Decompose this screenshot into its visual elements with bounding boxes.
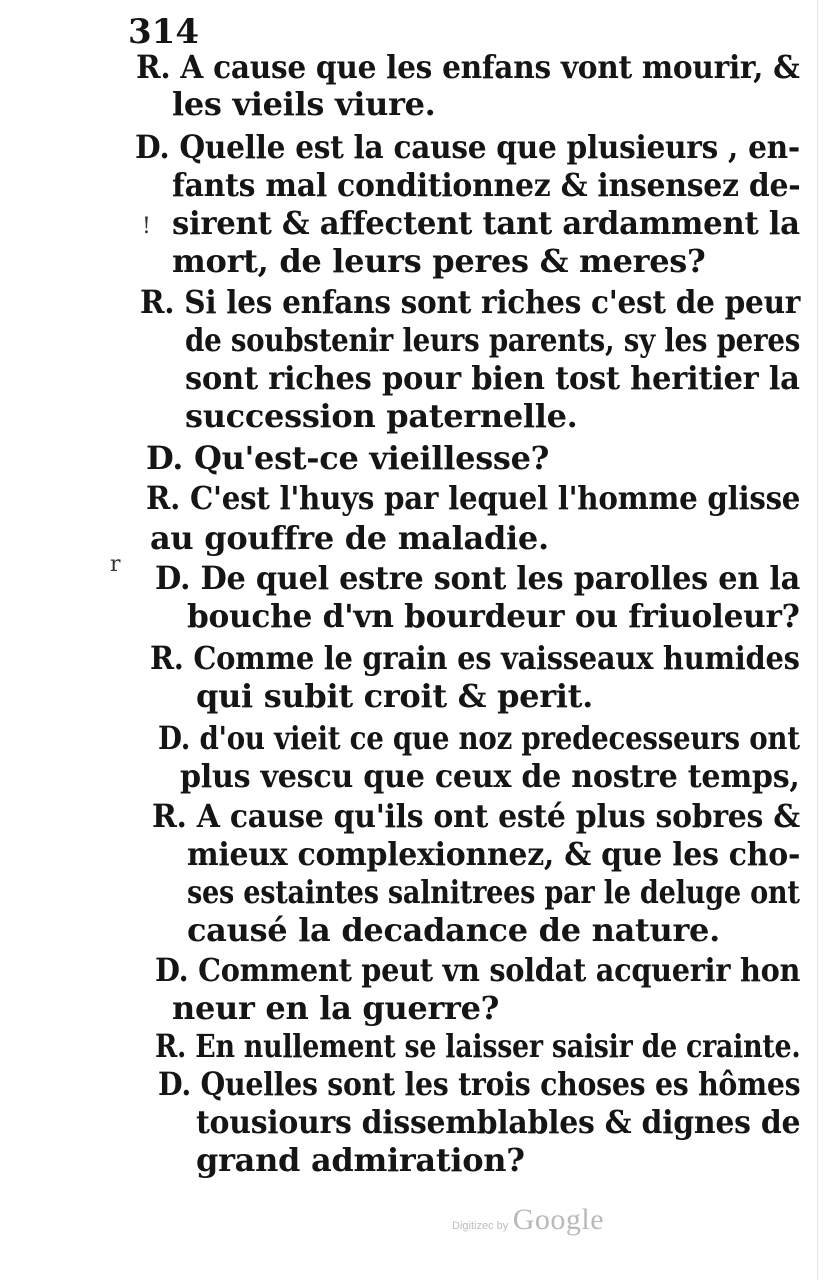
text-line: de soubstenir leurs parents, sy les peres xyxy=(185,321,801,359)
digitized-text: Digitizec by xyxy=(452,1220,509,1232)
page-number: 314 xyxy=(128,12,199,52)
digitized-watermark xyxy=(452,1203,604,1237)
text-line: R. Si les enfans sont riches c'est de peur xyxy=(140,283,801,321)
text-line: D. Comment peut vn soldat acquerir hon xyxy=(155,951,801,989)
text-line: au gouffre de maladie. xyxy=(150,519,549,557)
margin-mark: ! xyxy=(142,214,151,239)
text-line: D. De quel estre sont les parolles en la xyxy=(155,559,800,597)
text-line: bouche d'vn bourdeur ou friuoleur? xyxy=(187,597,800,635)
text-line: sont riches pour bien tost heritier la xyxy=(185,359,800,397)
text-line: mort, de leurs peres & meres? xyxy=(172,242,706,280)
page-edge-line xyxy=(817,0,818,1280)
text-line: les vieils viure. xyxy=(172,85,436,123)
text-line: D. Quelles sont les trois choses es hômes xyxy=(158,1065,801,1103)
text-line: plus vescu que ceux de nostre temps, xyxy=(180,757,800,795)
text-line: D. Quelle est la cause que plusieurs , en- xyxy=(135,128,800,166)
google-logo: Google xyxy=(512,1203,605,1236)
text-line: fants mal conditionnez & insensez de- xyxy=(172,166,801,204)
text-line: qui subit croit & perit. xyxy=(196,677,593,715)
text-line: R. C'est l'huys par lequel l'homme glisse xyxy=(146,479,801,517)
text-line: sirent & affectent tant ardamment la xyxy=(172,204,800,242)
text-line: neur en la guerre? xyxy=(172,989,500,1027)
text-line: ses estaintes salnitrees par le deluge ont xyxy=(187,873,800,911)
text-line: succession paternelle. xyxy=(185,397,578,435)
text-line: D. Qu'est-ce vieillesse? xyxy=(146,439,550,477)
text-line: R. A cause qu'ils ont esté plus sobres & xyxy=(152,797,800,835)
text-line: grand admiration? xyxy=(196,1141,525,1179)
text-line: R. Comme le grain es vaisseaux humides xyxy=(150,639,800,677)
text-line: R. A cause que les enfans vont mourir, & xyxy=(136,48,800,86)
text-line: mieux complexionnez, & que les cho- xyxy=(187,835,801,873)
margin-mark: r xyxy=(110,552,121,577)
text-line: tousiours dissemblables & dignes de xyxy=(196,1103,801,1141)
text-line: D. d'ou vieit ce que noz predecesseurs ont xyxy=(158,719,800,757)
text-line: causé la decadance de nature. xyxy=(187,911,720,949)
text-line: R. En nullement se laisser saisir de crainte. xyxy=(155,1027,801,1065)
